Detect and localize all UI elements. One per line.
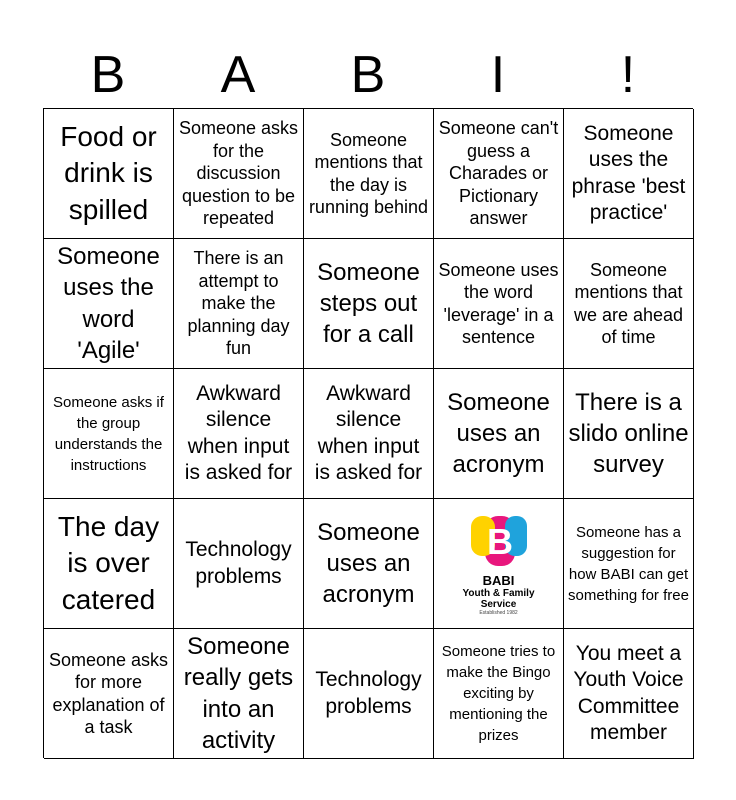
title-letter-exclamation: ! [620, 46, 636, 104]
bingo-cell[interactable] [304, 239, 434, 369]
bingo-cell[interactable] [174, 239, 304, 369]
cell-text: Technology problems [185, 538, 292, 588]
cell-text: Someone tries to make the Bingo exciting by mentioning the prizes [441, 643, 556, 744]
bingo-cell[interactable] [44, 239, 174, 369]
logo-name: BABI [482, 573, 515, 588]
bingo-cell[interactable] [44, 109, 174, 239]
cell-text: Someone asks if the group understands the instructions [53, 393, 164, 474]
bingo-title [43, 42, 693, 108]
bingo-cell[interactable] [434, 369, 564, 499]
bingo-cell[interactable] [564, 239, 694, 369]
bingo-cell[interactable] [174, 499, 304, 629]
cell-text: There is an attempt to make the planning day fun [187, 248, 290, 359]
bingo-cell[interactable] [304, 109, 434, 239]
bingo-cell[interactable] [564, 369, 694, 499]
title-letter-i: I [490, 46, 506, 104]
bingo-cell[interactable] [564, 109, 694, 239]
cell-text: Awkward silence when input is asked for [184, 382, 293, 484]
cell-text: Someone uses an acronym [447, 388, 550, 479]
cell-text: Someone asks for the discussion question to be repeated [178, 118, 299, 229]
cell-text: Someone can't guess a Charades or Pictionary answer [438, 118, 559, 229]
bingo-cell[interactable] [174, 629, 304, 759]
cell-text: Someone uses an acronym [317, 518, 420, 609]
bingo-cell[interactable] [564, 629, 694, 759]
cell-text: Someone mentions that the day is running behind [308, 129, 429, 217]
bingo-cell[interactable] [434, 629, 564, 759]
cell-text: Someone steps out for a call [317, 258, 420, 349]
title-letter-a: A [220, 46, 256, 104]
cell-text: Someone mentions that we are ahead of time [573, 259, 684, 347]
cell-text: Someone uses the phrase 'best practice' [571, 122, 686, 224]
logo-fine-print: Established 1982 [479, 610, 518, 616]
title-letter-b2: B [350, 46, 386, 104]
bingo-grid [43, 108, 693, 758]
cell-text: Someone really gets into an activity [183, 633, 294, 754]
free-space-logo[interactable] [434, 499, 564, 629]
title-letter-b1: B [90, 46, 126, 104]
bingo-cell[interactable] [44, 499, 174, 629]
babi-logo-icon [467, 510, 531, 574]
bingo-cell[interactable] [434, 109, 564, 239]
cell-text: Someone uses the word 'leverage' in a sentence [438, 259, 559, 347]
bingo-cell[interactable] [174, 109, 304, 239]
cell-text: The day is over catered [57, 510, 160, 615]
cell-text: Awkward silence when input is asked for [314, 382, 423, 484]
cell-text: There is a slido online survey [568, 388, 689, 479]
cell-text: You meet a Youth Voice Committee member [573, 642, 684, 744]
cell-text: Food or drink is spilled [60, 120, 157, 225]
svg-text:B: B [486, 521, 513, 562]
bingo-cell[interactable] [304, 629, 434, 759]
cell-text: Someone uses the word 'Agile' [57, 243, 160, 364]
cell-text: Someone has a suggestion for how BABI can get something for free [568, 523, 689, 604]
bingo-cell[interactable] [44, 629, 174, 759]
bingo-cell[interactable] [44, 369, 174, 499]
logo-subtitle-1: Youth & Family [462, 588, 535, 599]
bingo-cell[interactable] [564, 499, 694, 629]
cell-text: Technology problems [315, 668, 422, 718]
bingo-cell[interactable] [174, 369, 304, 499]
cell-text: Someone asks for more explanation of a task [48, 649, 169, 737]
logo-subtitle-2: Service [480, 599, 517, 610]
bingo-cell[interactable] [434, 239, 564, 369]
bingo-cell[interactable] [304, 499, 434, 629]
bingo-cell[interactable] [304, 369, 434, 499]
